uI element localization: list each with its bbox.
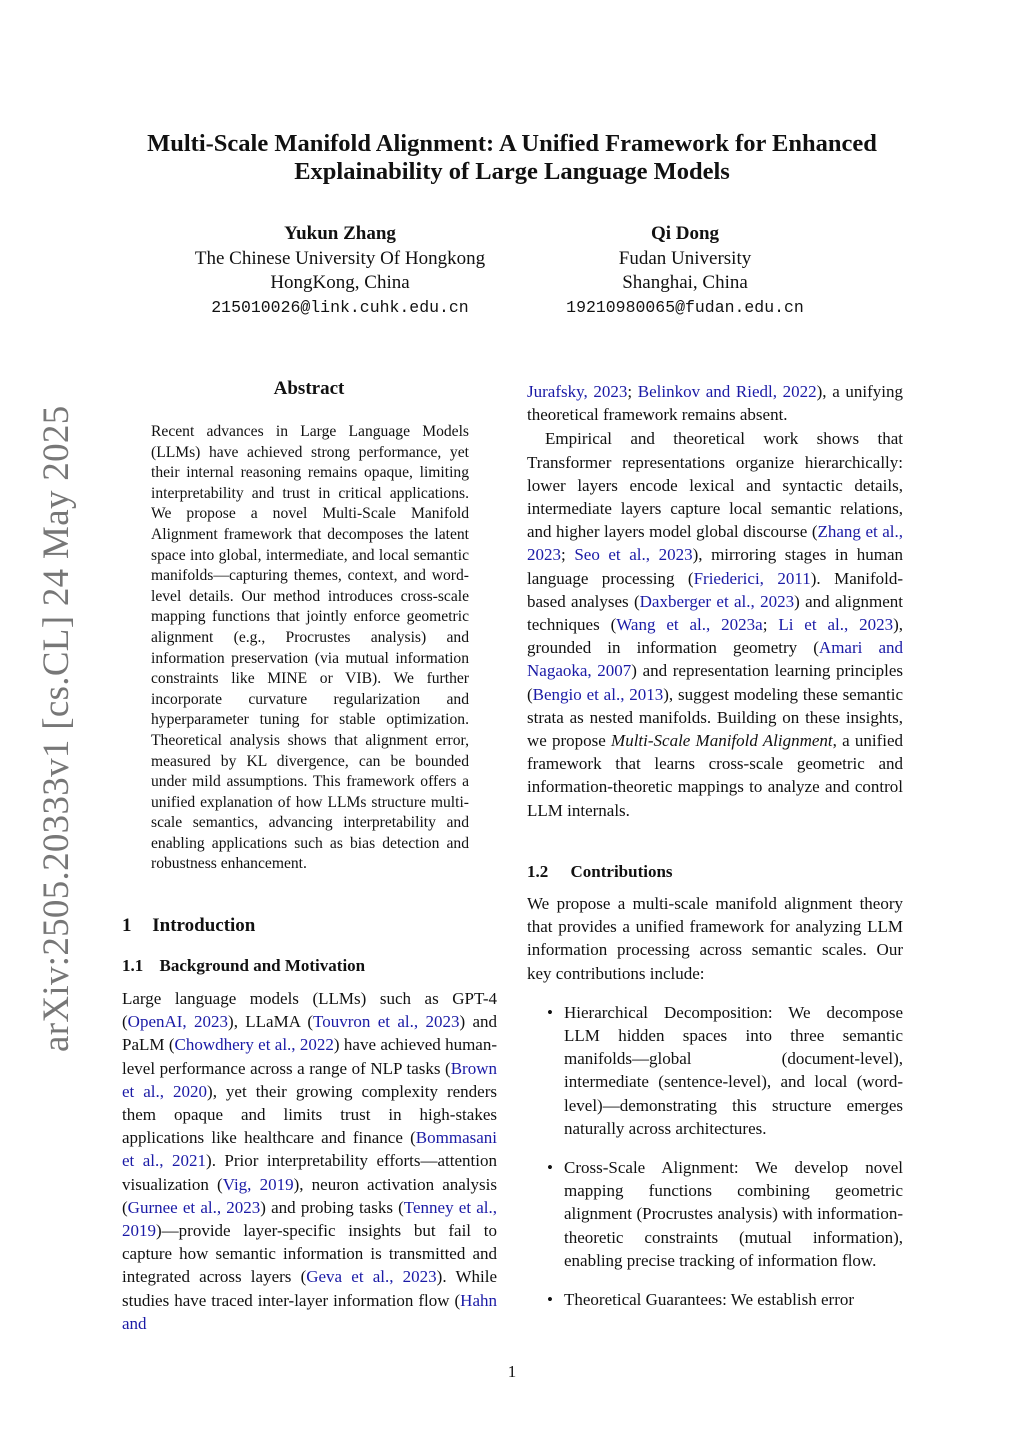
- citation-link[interactable]: Amari and Nagaoka, 2007: [527, 638, 903, 681]
- citation-link[interactable]: Friederici, 2011: [693, 568, 811, 588]
- author-name: Qi Dong: [650, 223, 720, 244]
- section-title: Introduction: [152, 915, 256, 936]
- text-run: Empirical and theoretical work shows that Transformer representations organize hierarchically: lower layers encode lexical and syntactic details, intermediate layers capture local semantic relations, and higher layers model global discourse (: [527, 429, 903, 542]
- subsection-number: 1.1: [122, 956, 144, 975]
- citation-link[interactable]: Chowdhery et al., 2022: [174, 1035, 334, 1055]
- right-column-text: [527, 380, 903, 822]
- citation-link[interactable]: Geva et al., 2023: [306, 1267, 437, 1287]
- citation-link[interactable]: Vig, 2019: [222, 1174, 294, 1194]
- text-run: ), LLaMA (: [228, 1012, 314, 1032]
- citation-link[interactable]: OpenAI, 2023: [127, 1012, 229, 1032]
- contributions-text: [527, 892, 903, 1311]
- text-run: ), grounded in information geometry (: [527, 615, 904, 658]
- text-run: ) and probing tasks (: [260, 1197, 404, 1217]
- citation-link[interactable]: Tenney et al., 2019: [122, 1197, 497, 1241]
- text-run: ). Prior interpretability efforts—attention visualization (: [122, 1151, 497, 1194]
- author-email[interactable]: 215010026@link.cuhk.edu.cn: [211, 297, 469, 317]
- abstract-heading: Abstract: [273, 378, 345, 399]
- author-affiliation: The Chinese University Of Hongkong: [194, 247, 486, 269]
- contributions-intro: We propose a multi-scale manifold alignment theory that provides a unified framework for analyzing LLM information processing across semantic scales. Our key contributions include:: [527, 894, 903, 983]
- list-item: • Hierarchical Decomposition: We decompose LLM hidden spaces into three semantic manifolds—global (document-level), intermediate (sentence-level), and local (word-level)—demonstrating this structure emerges naturally across architectures.: [527, 1001, 903, 1140]
- author-block-2: [545, 222, 825, 320]
- text-run: ), mirroring stages in human language processing (: [527, 545, 903, 588]
- citation-link[interactable]: Seo et al., 2023: [574, 545, 693, 565]
- author-email[interactable]: 19210980065@fudan.edu.cn: [566, 297, 804, 317]
- text-run: ;: [762, 615, 779, 635]
- text-run: ;: [561, 545, 575, 565]
- title-line-2: Explainability of Large Language Models: [294, 158, 730, 185]
- citation-link[interactable]: Touvron et al., 2023: [313, 1012, 460, 1032]
- abstract-text: Recent advances in Large Language Models (LLMs) have achieved strong performance, yet their internal reasoning remains opaque, limiting interpretability and trust in critical applications. We propose a novel Multi-Scale Manifold Alignment framework that decomposes the latent space into global, intermediate, and local semantic manifolds—capturing themes, context, and word-level details. Our method introduces cross-scale mapping functions that jointly enforce geometric alignment (e.g., Procrustes analysis) and information preservation (via mutual information constraints like MINE or VIB). We further incorporate curvature regularization and hyperparameter tuning for stable optimization. Theoretical analysis shows that alignment error, measured by KL divergence, can be bounded under mild assumptions. This framework offers a unified explanation of how LLMs structure multi-scale semantics, advancing interpretability and enabling applications such as bias detection and robustness enhancement.: [151, 423, 469, 873]
- subsection-title: Contributions: [570, 862, 673, 881]
- text-run: , a unified framework that learns cross-scale geometric and information-theoretic mappings to analyze and control LLM internals.: [527, 731, 903, 820]
- text-run: ), neuron activation analysis (: [122, 1174, 498, 1217]
- author-location: Shanghai, China: [622, 272, 748, 293]
- citation-link[interactable]: Bommasani et al., 2021: [122, 1128, 497, 1171]
- citation-link[interactable]: Brown et al., 2020: [122, 1058, 497, 1101]
- text-run: ), a unifying theoretical framework remains absent.: [527, 382, 903, 425]
- author-block-1: [170, 222, 510, 320]
- subsection-number: 1.2: [527, 862, 549, 881]
- text-run: ) and alignment techniques (: [527, 591, 903, 635]
- intro-paragraph: [122, 987, 497, 1335]
- text-run: ;: [627, 382, 638, 401]
- text-run: ), yet their growing complexity renders them opaque and limits trust in high-stakes applications like healthcare and finance (: [122, 1081, 497, 1148]
- section-number: 1: [122, 915, 132, 936]
- author-location: HongKong, China: [270, 272, 410, 293]
- author-affiliation: Fudan University: [618, 247, 752, 269]
- text-run: )—provide layer-specific insights but fail to capture how semantic information is transmitted and integrated across layers (: [122, 1221, 497, 1287]
- author-name: Yukun Zhang: [284, 223, 396, 244]
- text-run: Large language models (LLMs) such as GPT-4 (: [122, 989, 497, 1032]
- citation-link[interactable]: Belinkov and Riedl, 2022: [637, 382, 817, 401]
- emphasis-text: Multi-Scale Manifold Alignment: [611, 731, 833, 751]
- contributions-list: [527, 1001, 903, 1311]
- section-heading-introduction: [122, 915, 255, 937]
- list-item: • Cross-Scale Alignment: We develop novel mapping functions combining geometric alignment (Procrustes analysis) with information-theoretic constraints (mutual information), enabling precise tracking of information flow.: [527, 1156, 903, 1272]
- text-run: ) and representation learning principles (: [527, 661, 904, 704]
- list-item: • Theoretical Guarantees: We establish error: [527, 1288, 903, 1311]
- page-number: 1: [507, 1362, 517, 1381]
- text-run: ) have achieved human-level performance across a range of NLP tasks (: [122, 1035, 498, 1078]
- arxiv-identifier: arXiv:2505.20333v1 [cs.CL] 24 May 2025: [36, 405, 77, 1052]
- citation-link[interactable]: Jurafsky, 2023: [527, 382, 628, 401]
- citation-link[interactable]: Daxberger et al., 2023: [639, 591, 795, 611]
- citation-link[interactable]: Gurnee et al., 2023: [127, 1197, 261, 1217]
- citation-link[interactable]: Wang et al., 2023a: [616, 615, 763, 635]
- text-run: ). Manifold-based analyses (: [527, 568, 904, 611]
- citation-link[interactable]: Zhang et al., 2023: [527, 522, 903, 565]
- text-run: ), suggest modeling these semantic strata as nested manifolds. Building on these insights, we propose: [527, 684, 903, 751]
- subsection-title: Background and Motivation: [159, 956, 366, 975]
- citation-link[interactable]: Bengio et al., 2013: [532, 684, 664, 704]
- citation-link[interactable]: Li et al., 2023: [778, 615, 894, 635]
- subsection-heading-background: [122, 956, 365, 976]
- title-line-1: Multi-Scale Manifold Alignment: A Unified Framework for Enhanced: [147, 130, 877, 157]
- text-run: ) and PaLM (: [122, 1012, 497, 1055]
- citation-link[interactable]: Hahn and: [122, 1290, 497, 1333]
- paper-title: [0, 130, 1024, 186]
- text-run: ). While studies have traced inter-layer information flow (: [122, 1267, 497, 1310]
- subsection-heading-contributions: [527, 862, 673, 882]
